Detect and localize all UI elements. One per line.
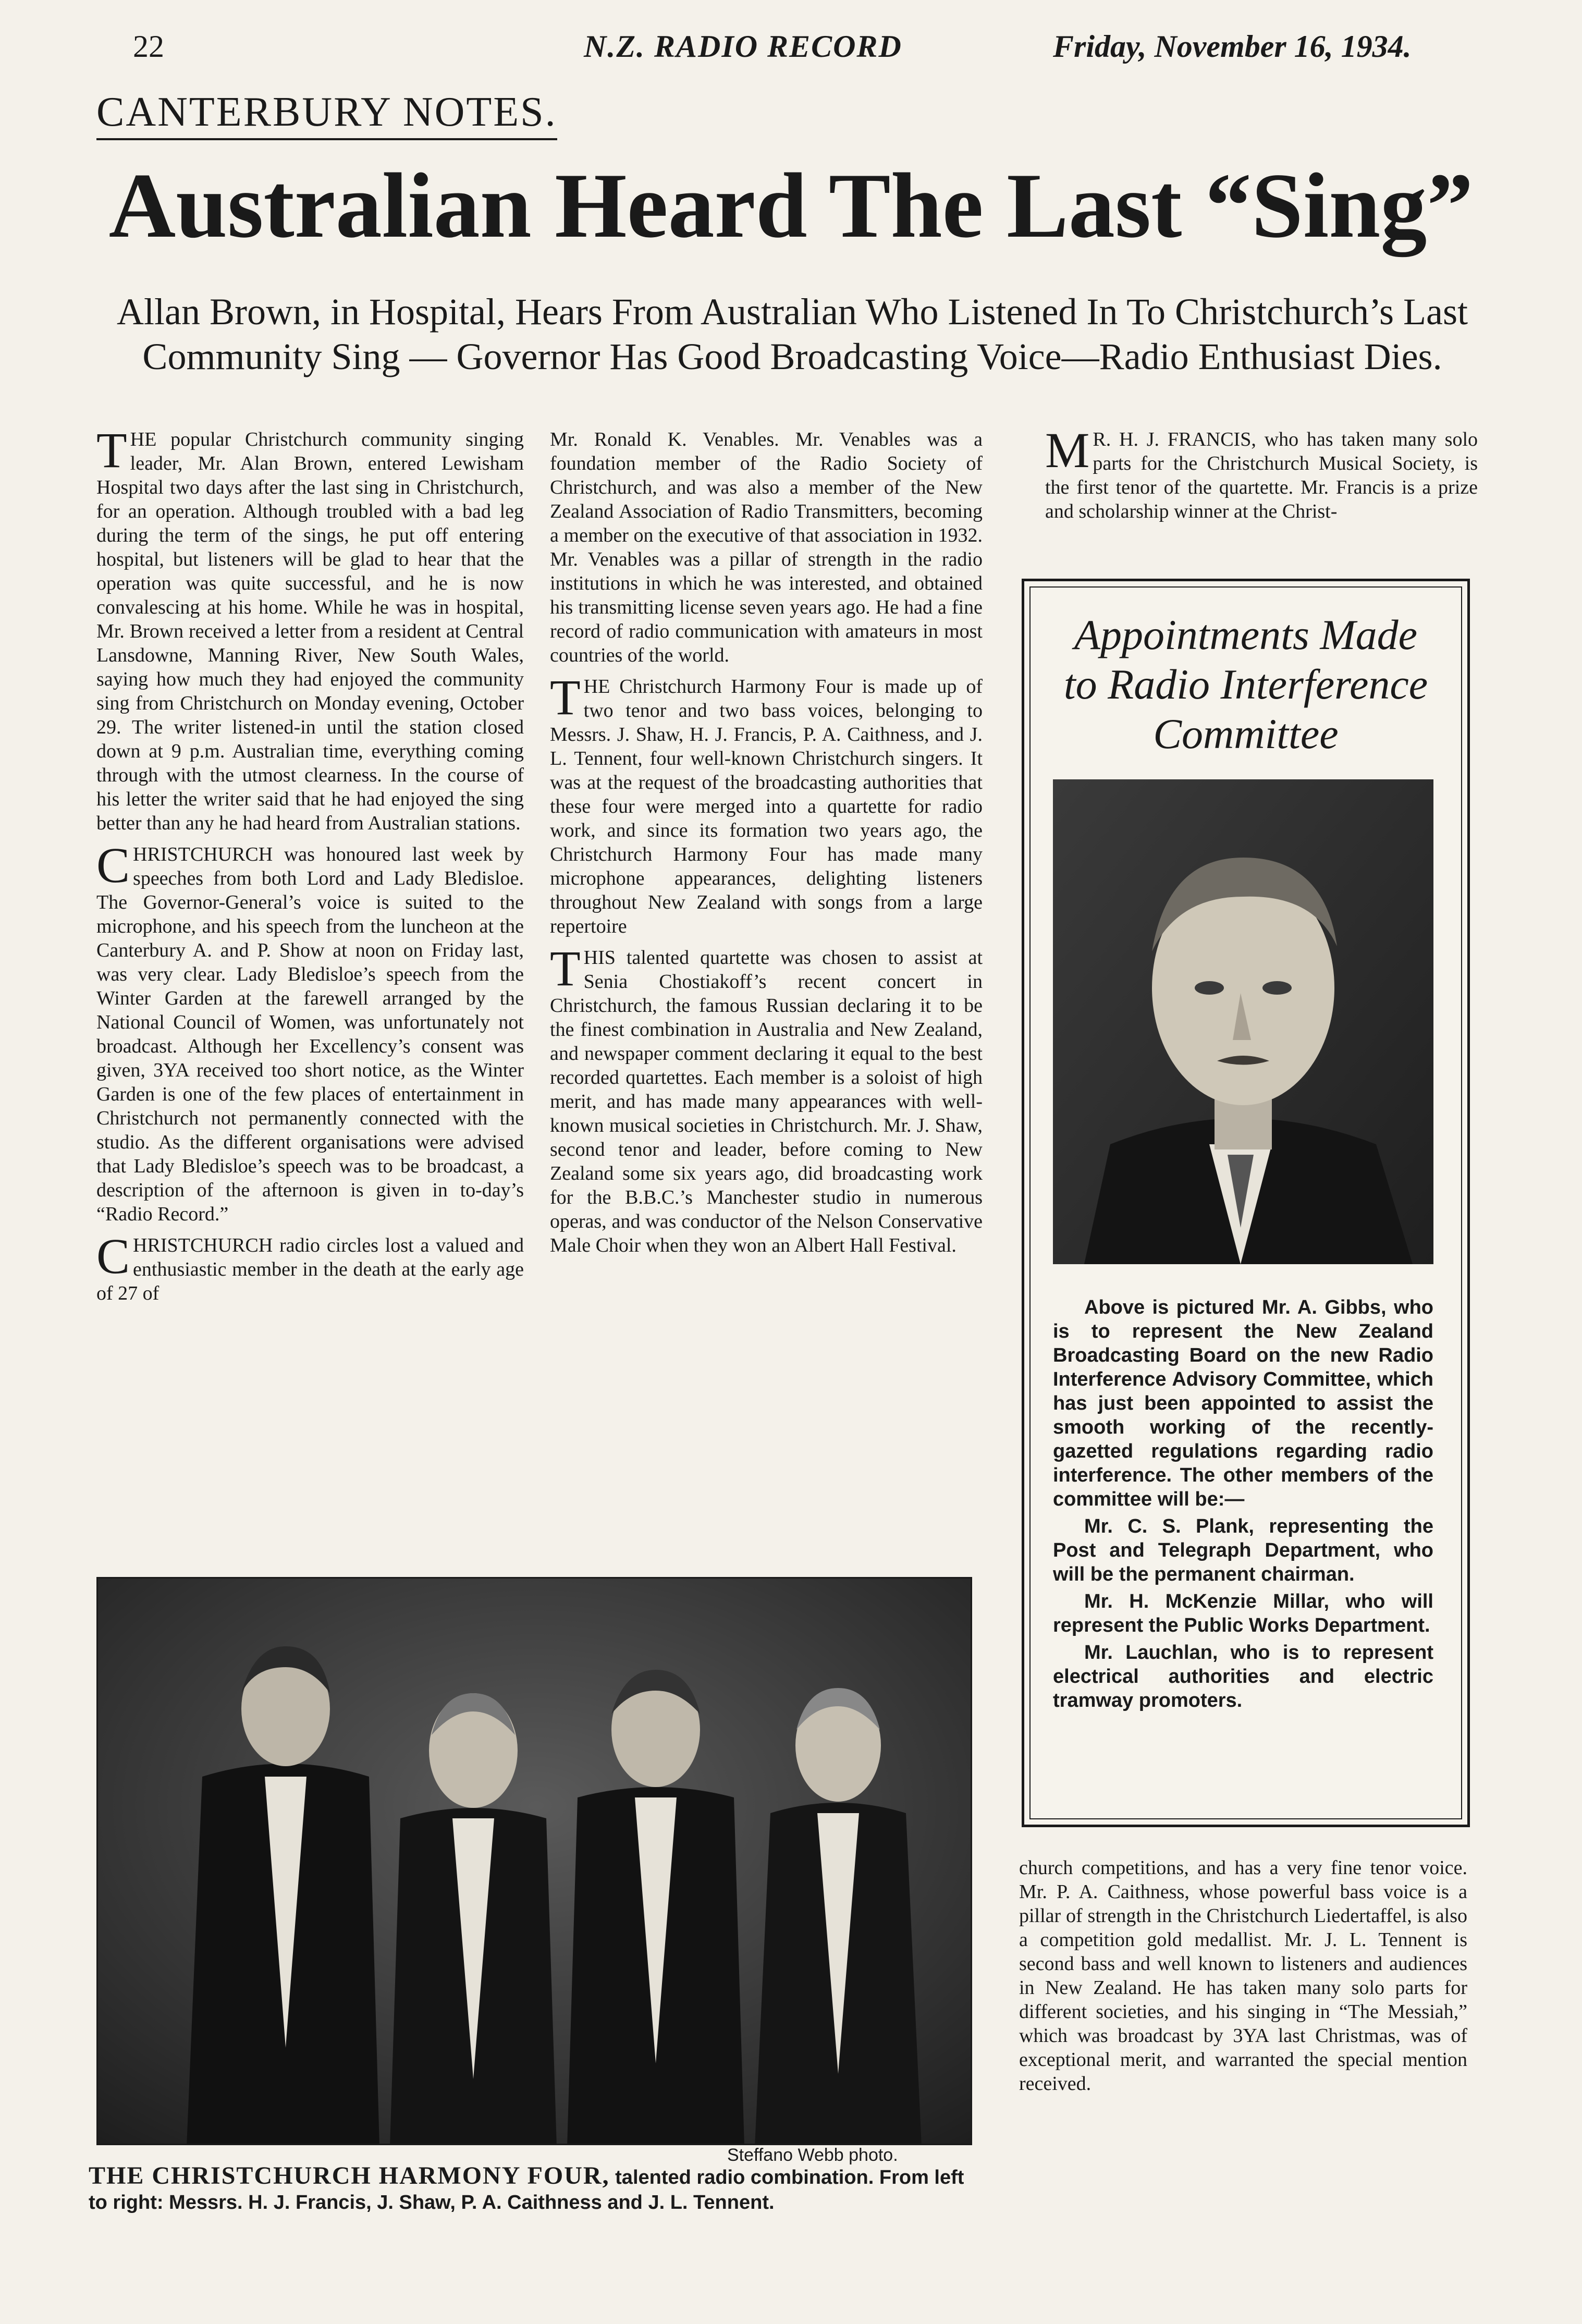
- caption-text: talented radio combination. From left to right: Messrs. H. J. Francis, J. Shaw, P. A. Caithness and J. L. Tennent.: [89, 2167, 964, 2213]
- paragraph-text: R. H. J. FRANCIS, who has taken many solo parts for the Christchurch Musical Society, is the first tenor of the quartette. Mr. Francis is a prize and scholarship winner at the Christ-: [1045, 429, 1478, 522]
- paragraph: [550, 669, 983, 938]
- paragraph: [96, 422, 524, 835]
- caption-paragraph: Mr. C. S. Plank, representing the Post and Telegraph Department, who will be the permanent chairman.: [1053, 1515, 1433, 1585]
- paragraph-text: HRISTCHURCH radio circles lost a valued and enthusiastic member in the death at the early age of 27 of: [96, 1234, 524, 1304]
- paragraph-text: HE Christchurch Harmony Four is made up of two tenor and two bass voices, belonging to Messrs. J. Shaw, H. J. Francis, P. A. Caithness, and J. L. Tennent, four well-known Christchurch singers. It was at the request of the broadcasting authorities that these four were merged into a quartette for radio work, and since its formation two years ago, the Christchurch Harmony Four has made many microphone appearances, delighting listeners throughout New Zealand with songs from a large repertoire: [550, 676, 983, 937]
- section-heading: CANTERBURY NOTES.: [96, 89, 557, 140]
- paragraph-text: HE popular Christchurch community singing leader, Mr. Alan Brown, entered Lewisham Hospital two days after the last sing in Christchurch, for an operation. Although troubled with a bad leg during the term of the sings, he put off entering hospital, but listeners will be glad to hear that the operation was quite successful, and he is now convalescing at his home. While he was in hospital, Mr. Brown received a letter from a resident at Central Lansdowne, Manning River, New South Wales, saying how much they had enjoyed the community sing from Christchurch on Monday evening, October 29. The writer listened-in until the station closed down at 9 p.m. Australian time, everything coming through with the utmost clearness. In the course of his letter the writer said that he had enjoyed the sing better than any he had heard from Australian stations.: [96, 429, 524, 834]
- portrait-illustration: [1053, 779, 1433, 1264]
- paragraph: [96, 837, 524, 1226]
- caption-paragraph: Mr. Lauchlan, who is to represent electrical authorities and electric tramway promoters.: [1053, 1642, 1433, 1711]
- photo-credit: Steffano Webb photo.: [727, 2145, 898, 2165]
- group-photo-caption: [89, 2163, 975, 2215]
- paragraph-text: HRISTCHURCH was honoured last week by speeches from both Lord and Lady Bledisloe. The Governor-General’s voice is suited to the microphone, and his speech from the luncheon at the Canterbury A. and P. Show at noon on Friday last, was very clear. Lady Bledisloe’s speech from the Winter Garden at the farewell arranged by the National Council of Women, was unfortunately not broadcast. Although her Excellency’s consent was given, 3YA received too short notice, as the Winter Garden is one of the few places of entertainment in Christchurch not permanently connected with the studio. As the different organisations were advised that Lady Bledisloe’s speech was to be broadcast, a description of the afternoon is given in to-day’s “Radio Record.”: [96, 843, 524, 1225]
- box-title-line: Appointments Made: [1074, 611, 1418, 658]
- article-column-3-top: [1045, 422, 1478, 531]
- subheadline: Allan Brown, in Hospital, Hears From Australian Who Listened In To Christchurch’s Last Community Sing — Governor Has Good Broadcasting Voice—Radio Enthusiast Dies.: [117, 291, 1468, 378]
- drop-cap: M: [1045, 422, 1090, 478]
- paragraph: [550, 427, 983, 667]
- paragraph: [550, 940, 983, 1257]
- publication-name: N.Z. RADIO RECORD: [584, 29, 902, 64]
- box-title: [1024, 610, 1467, 759]
- caption-title: THE CHRISTCHURCH HARMONY FOUR,: [89, 2162, 610, 2190]
- headline: Australian Heard The Last “Sing”: [108, 154, 1474, 257]
- paragraph-text: church competitions, and has a very fine tenor voice. Mr. P. A. Caithness, whose powerful bass voice is a pillar of strength in the Christchurch Liedertaffel, is also a competition gold medallist. Mr. J. L. Tennent is second bass and well known to listeners and audiences in New Zealand. He has taken many solo parts for different societies, and his singing in “The Messiah,” which was broadcast by 3YA last Christmas, was of exceptional merit, and warranted the special mention received.: [1019, 1857, 1467, 2095]
- article-column-2: [550, 427, 983, 1265]
- caption-paragraph: Mr. H. McKenzie Millar, who will represent the Public Works Department.: [1053, 1591, 1433, 1636]
- drop-cap: C: [96, 1228, 130, 1284]
- drop-cap: T: [96, 422, 127, 478]
- caption-paragraph: Above is pictured Mr. A. Gibbs, who is to represent the New Zealand Broadcasting Board on the new Radio Interference Advisory Committee, which has just been appointed to assist the smooth working of the recently-gazetted regulations regarding radio interference. The other members of the committee will be:—: [1053, 1296, 1433, 1510]
- drop-cap: T: [550, 669, 581, 725]
- paragraph: [1019, 1856, 1467, 2096]
- portrait-photo: [1053, 779, 1433, 1264]
- box-title-line: to Radio Interference: [1063, 660, 1428, 708]
- paragraph: [96, 1228, 524, 1305]
- article-column-3-bottom: [1019, 1856, 1467, 2103]
- portrait-caption: [1053, 1295, 1433, 1716]
- box-title-line: Committee: [1153, 710, 1339, 757]
- drop-cap: C: [96, 837, 130, 893]
- appointments-box: [1022, 579, 1470, 1827]
- paragraph-text: HIS talented quartette was chosen to assist at Senia Chostiakoff’s recent concert in Christchurch, the famous Russian declaring it to be the finest combination in Australia and New Zealand, and newspaper comment declaring it equal to the best recorded quartettes. Each member is a soloist of high merit, and has made many appearances with well-known musical societies in Christchurch. Mr. J. Shaw, second tenor and leader, before coming to New Zealand some six years ago, did broadcasting work for the B.B.C.’s Manchester studio in numerous operas, and was conductor of the Nelson Conservative Male Choir when they won an Albert Hall Festival.: [550, 947, 983, 1256]
- article-column-1: [96, 422, 524, 1313]
- group-photo-illustration: [98, 1579, 972, 2145]
- page-number: 22: [133, 29, 164, 64]
- group-photo: [96, 1577, 972, 2145]
- drop-cap: T: [550, 940, 581, 996]
- paragraph: [1045, 422, 1478, 523]
- issue-date: Friday, November 16, 1934.: [1053, 29, 1412, 64]
- paragraph-text: Mr. Ronald K. Venables. Mr. Venables was a foundation member of the Radio Society of Christchurch, and was also a member of the New Zealand Association of Radio Transmitters, becoming a member on the executive of that association in 1932. Mr. Venables was a pillar of strength in the radio institutions in which he was interested, and obtained his transmitting license seven years ago. He had a fine record of radio communication with amateurs in most countries of the world.: [550, 429, 983, 666]
